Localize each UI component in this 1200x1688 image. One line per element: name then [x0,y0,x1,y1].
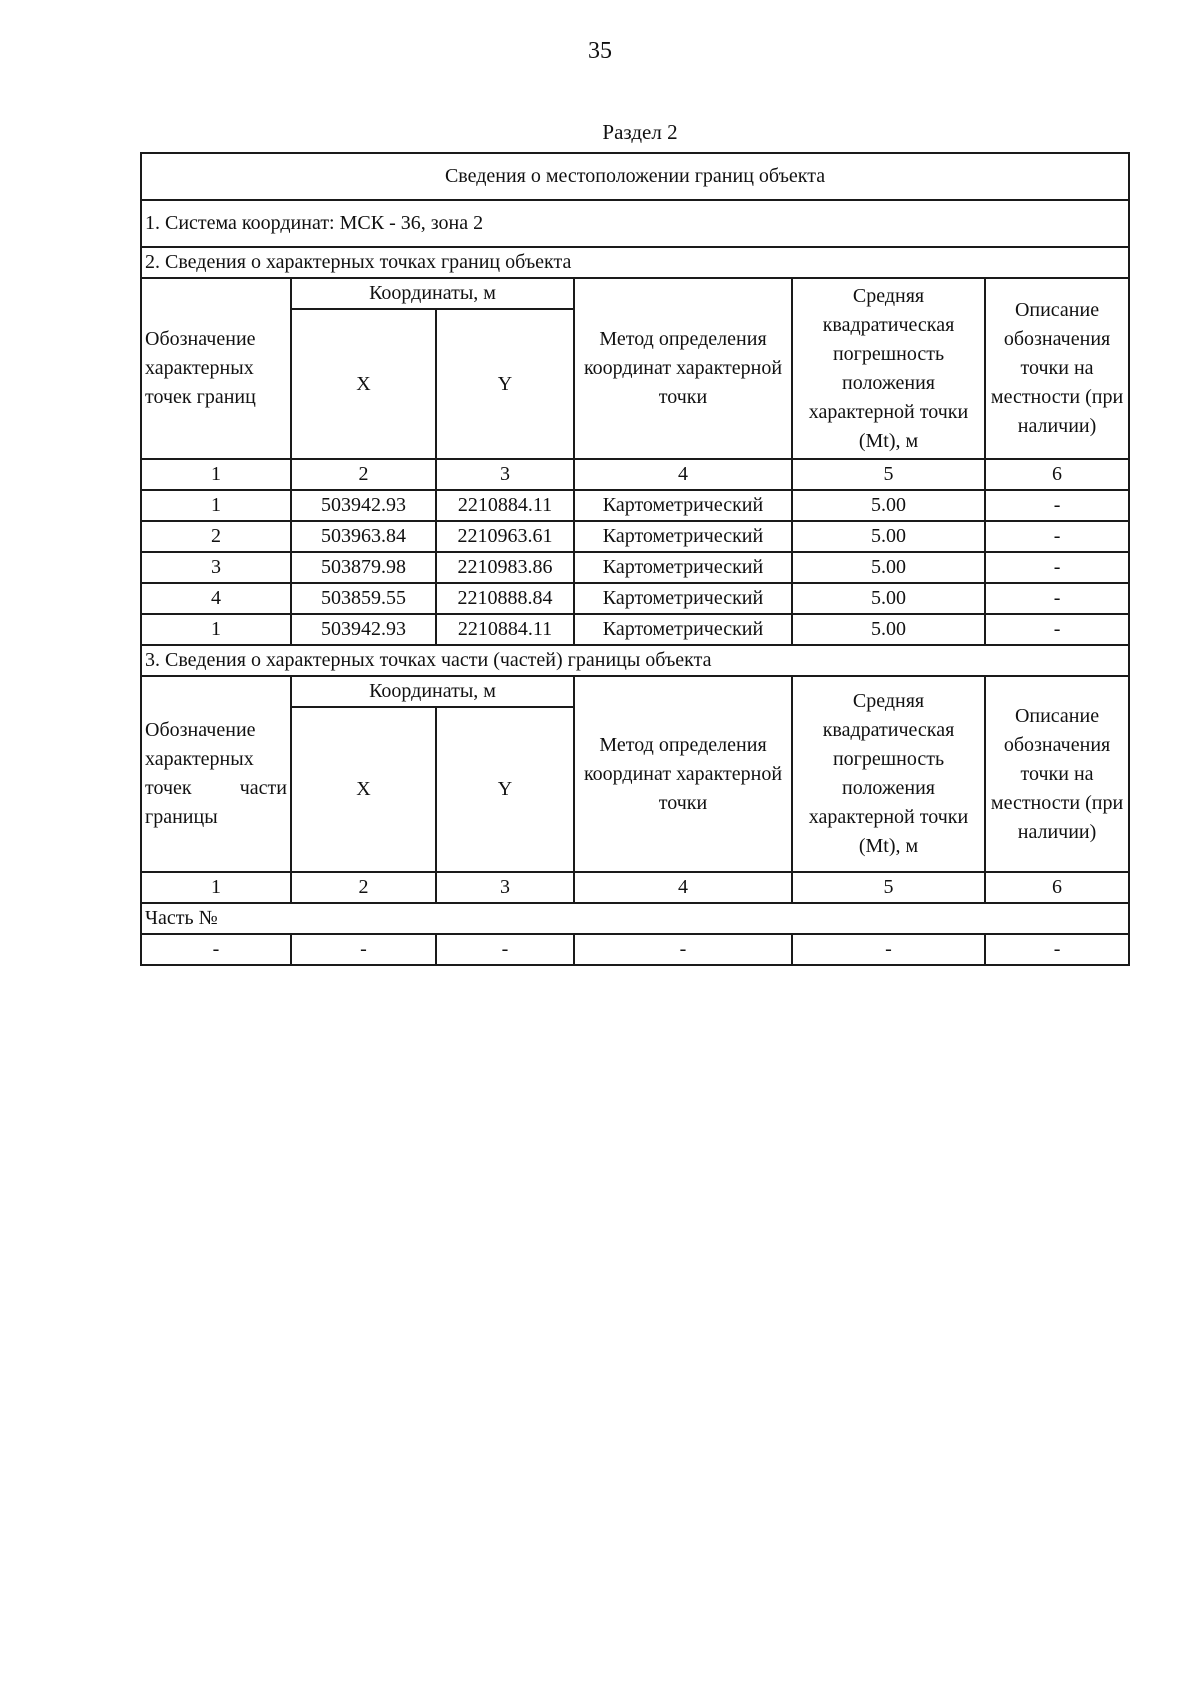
col-number: 3 [436,872,574,903]
s2-designation-header: Обозначение характерных точек границ [141,278,291,459]
point-number: 2 [141,521,291,552]
col-number: 1 [141,459,291,490]
s3-col-numbers [141,872,1129,903]
point-description: - [985,552,1129,583]
point-mt: 5.00 [792,490,985,521]
s2-x-header: X [291,309,436,459]
col-number: 6 [985,459,1129,490]
point-number: 4 [141,583,291,614]
boundary-table [140,152,1130,966]
part-row [141,934,1129,965]
part-cell: - [792,934,985,965]
col-number: 3 [436,459,574,490]
part-cell: - [291,934,436,965]
page-number: 35 [588,38,612,64]
point-method: Картометрический [574,490,792,521]
table-row [141,521,1129,552]
point-y: 2210963.61 [436,521,574,552]
col-number: 4 [574,872,792,903]
s3-method-header: Метод определения координат характерной точки [574,676,792,872]
section3-title-row [141,645,1129,676]
point-description: - [985,583,1129,614]
s3-designation-header: Обозначение характерных точек части границы [141,676,291,872]
s3-coords-header: Координаты, м [291,676,574,707]
table-row [141,614,1129,645]
point-number: 3 [141,552,291,583]
point-y: 2210983.86 [436,552,574,583]
part-label: Часть № [141,903,1129,934]
part-cell: - [141,934,291,965]
table-row [141,583,1129,614]
s2-col-numbers [141,459,1129,490]
col-number: 1 [141,872,291,903]
s2-accuracy-header: Средняя квадратическая погрешность положения характерной точки (Mt), м [792,278,985,459]
col-number: 6 [985,872,1129,903]
point-y: 2210884.11 [436,614,574,645]
s2-y-header: Y [436,309,574,459]
point-method: Картометрический [574,614,792,645]
point-number: 1 [141,614,291,645]
table-row [141,552,1129,583]
table-row [141,490,1129,521]
part-label-row [141,903,1129,934]
point-mt: 5.00 [792,614,985,645]
section-title: Раздел 2 [602,120,678,144]
point-mt: 5.00 [792,583,985,614]
s2-description-header: Описание обозначения точки на местности (при наличии) [985,278,1129,459]
s2-method-header: Метод определения координат характерной точки [574,278,792,459]
point-x: 503942.93 [291,614,436,645]
point-x: 503963.84 [291,521,436,552]
point-method: Картометрический [574,583,792,614]
point-x: 503879.98 [291,552,436,583]
coord-system: 1. Система координат: МСК - 36, зона 2 [141,200,1129,247]
section2-title-row [141,247,1129,278]
point-number: 1 [141,490,291,521]
table-title: Сведения о местоположении границ объекта [141,153,1129,200]
s2-coords-header: Координаты, м [291,278,574,309]
point-description: - [985,614,1129,645]
point-x: 503942.93 [291,490,436,521]
point-y: 2210884.11 [436,490,574,521]
section3-title: 3. Сведения о характерных точках части (частей) границы объекта [141,645,1129,676]
col-number: 4 [574,459,792,490]
point-mt: 5.00 [792,521,985,552]
s3-accuracy-header: Средняя квадратическая погрешность положения характерной точки (Mt), м [792,676,985,872]
point-x: 503859.55 [291,583,436,614]
s2-header-row-1 [141,278,1129,309]
s3-y-header: Y [436,707,574,872]
col-number: 5 [792,872,985,903]
s3-header-row-1 [141,676,1129,707]
part-cell: - [436,934,574,965]
point-description: - [985,490,1129,521]
point-y: 2210888.84 [436,583,574,614]
table-title-row [141,153,1129,200]
part-cell: - [985,934,1129,965]
coord-system-row [141,200,1129,247]
point-description: - [985,521,1129,552]
s3-description-header: Описание обозначения точки на местности (при наличии) [985,676,1129,872]
col-number: 2 [291,872,436,903]
col-number: 5 [792,459,985,490]
point-method: Картометрический [574,552,792,583]
point-method: Картометрический [574,521,792,552]
col-number: 2 [291,459,436,490]
part-cell: - [574,934,792,965]
point-mt: 5.00 [792,552,985,583]
section2-title: 2. Сведения о характерных точках границ объекта [141,247,1129,278]
s3-x-header: X [291,707,436,872]
